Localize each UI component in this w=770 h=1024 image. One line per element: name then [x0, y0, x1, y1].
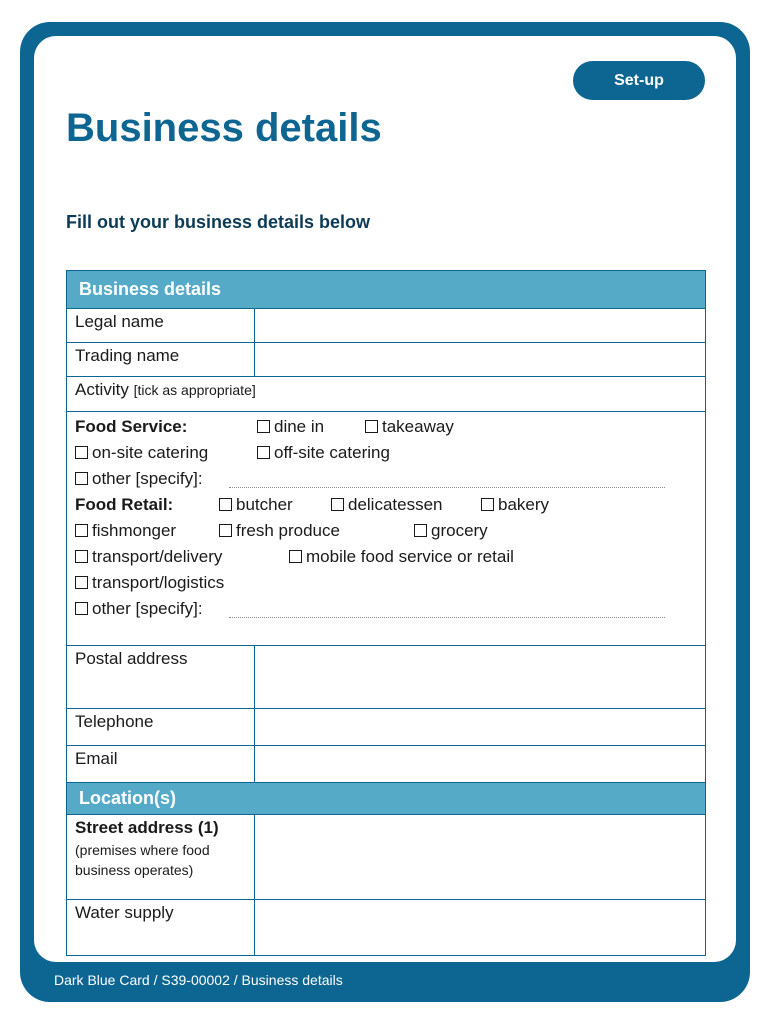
activity-options: [67, 412, 705, 646]
email-field[interactable]: [255, 746, 705, 782]
checkbox-icon[interactable]: [289, 550, 302, 563]
checkbox-icon[interactable]: [481, 498, 494, 511]
business-details-form: [66, 270, 706, 956]
option-label: delicatessen: [348, 495, 443, 514]
trading-name-field[interactable]: [255, 343, 705, 376]
section-header-locations: Location(s): [67, 783, 705, 815]
telephone-field[interactable]: [255, 709, 705, 745]
telephone-label: Telephone: [67, 709, 255, 745]
option-transport-logistics[interactable]: [75, 573, 224, 593]
legal-name-label: Legal name: [67, 309, 255, 342]
option-label: transport/delivery: [92, 547, 223, 566]
checkbox-icon[interactable]: [75, 524, 88, 537]
footer-text: Dark Blue Card / S39-00002 / Business details: [54, 972, 343, 988]
checkbox-icon[interactable]: [75, 446, 88, 459]
option-food-service-other[interactable]: [75, 469, 203, 489]
option-on-site-catering[interactable]: [75, 443, 208, 463]
page-title: Business details: [66, 106, 382, 150]
checkbox-icon[interactable]: [257, 446, 270, 459]
option-dine-in[interactable]: [257, 417, 324, 437]
option-label: butcher: [236, 495, 293, 514]
row-legal-name: [67, 309, 705, 343]
option-off-site-catering[interactable]: [257, 443, 390, 463]
food-retail-other-line[interactable]: [229, 617, 665, 618]
checkbox-icon[interactable]: [219, 498, 232, 511]
street-address-title: Street address (1): [75, 818, 219, 837]
option-label: off-site catering: [274, 443, 390, 462]
email-label: Email: [67, 746, 255, 782]
option-label: other [specify]:: [92, 469, 203, 488]
option-butcher[interactable]: [219, 495, 293, 515]
checkbox-icon[interactable]: [219, 524, 232, 537]
checkbox-icon[interactable]: [331, 498, 344, 511]
street-address-label: [67, 815, 255, 899]
checkbox-icon[interactable]: [257, 420, 270, 433]
option-bakery[interactable]: [481, 495, 549, 515]
activity-label-text: Activity: [75, 380, 129, 399]
food-service-label: Food Service:: [75, 417, 188, 436]
row-activity: [67, 377, 705, 412]
option-takeaway[interactable]: [365, 417, 454, 437]
checkbox-icon[interactable]: [75, 576, 88, 589]
option-transport-delivery[interactable]: [75, 547, 222, 567]
option-label: transport/logistics: [92, 573, 225, 592]
setup-badge: Set-up: [573, 61, 705, 100]
row-water-supply: [67, 900, 705, 955]
street-address-note-line1: (premises where food: [75, 842, 210, 858]
street-address-note-line2: business operates): [75, 862, 194, 878]
option-mobile-food-service[interactable]: [289, 547, 514, 567]
option-fishmonger[interactable]: [75, 521, 176, 541]
row-trading-name: [67, 343, 705, 377]
option-label: fishmonger: [92, 521, 177, 540]
row-street-address: [67, 815, 705, 900]
food-service-other-line[interactable]: [229, 487, 665, 488]
street-address-note: [75, 840, 246, 880]
food-retail-label: Food Retail:: [75, 495, 174, 514]
option-label: fresh produce: [236, 521, 340, 540]
checkbox-icon[interactable]: [365, 420, 378, 433]
option-label: on-site catering: [92, 443, 209, 462]
street-address-field[interactable]: [255, 815, 705, 899]
row-telephone: [67, 709, 705, 746]
option-delicatessen[interactable]: [331, 495, 443, 515]
option-label: other [specify]:: [92, 599, 203, 618]
legal-name-field[interactable]: [255, 309, 705, 342]
option-label: dine in: [274, 417, 325, 436]
activity-label: [67, 377, 264, 411]
water-supply-label: Water supply: [67, 900, 255, 955]
option-food-retail-other[interactable]: [75, 599, 203, 619]
option-label: bakery: [498, 495, 550, 514]
section-header-business-details: Business details: [67, 271, 705, 309]
page-subtitle: Fill out your business details below: [66, 212, 371, 232]
option-label: mobile food service or retail: [306, 547, 514, 566]
activity-hint: [tick as appropriate]: [133, 382, 256, 398]
checkbox-icon[interactable]: [414, 524, 427, 537]
trading-name-label: Trading name: [67, 343, 255, 376]
option-label: grocery: [431, 521, 488, 540]
row-postal-address: [67, 646, 705, 709]
checkbox-icon[interactable]: [75, 602, 88, 615]
option-grocery[interactable]: [414, 521, 488, 541]
row-email: [67, 746, 705, 783]
postal-address-label: Postal address: [67, 646, 255, 708]
postal-address-field[interactable]: [255, 646, 705, 708]
water-supply-field[interactable]: [255, 900, 705, 955]
option-label: takeaway: [382, 417, 454, 436]
checkbox-icon[interactable]: [75, 472, 88, 485]
option-fresh-produce[interactable]: [219, 521, 340, 541]
checkbox-icon[interactable]: [75, 550, 88, 563]
